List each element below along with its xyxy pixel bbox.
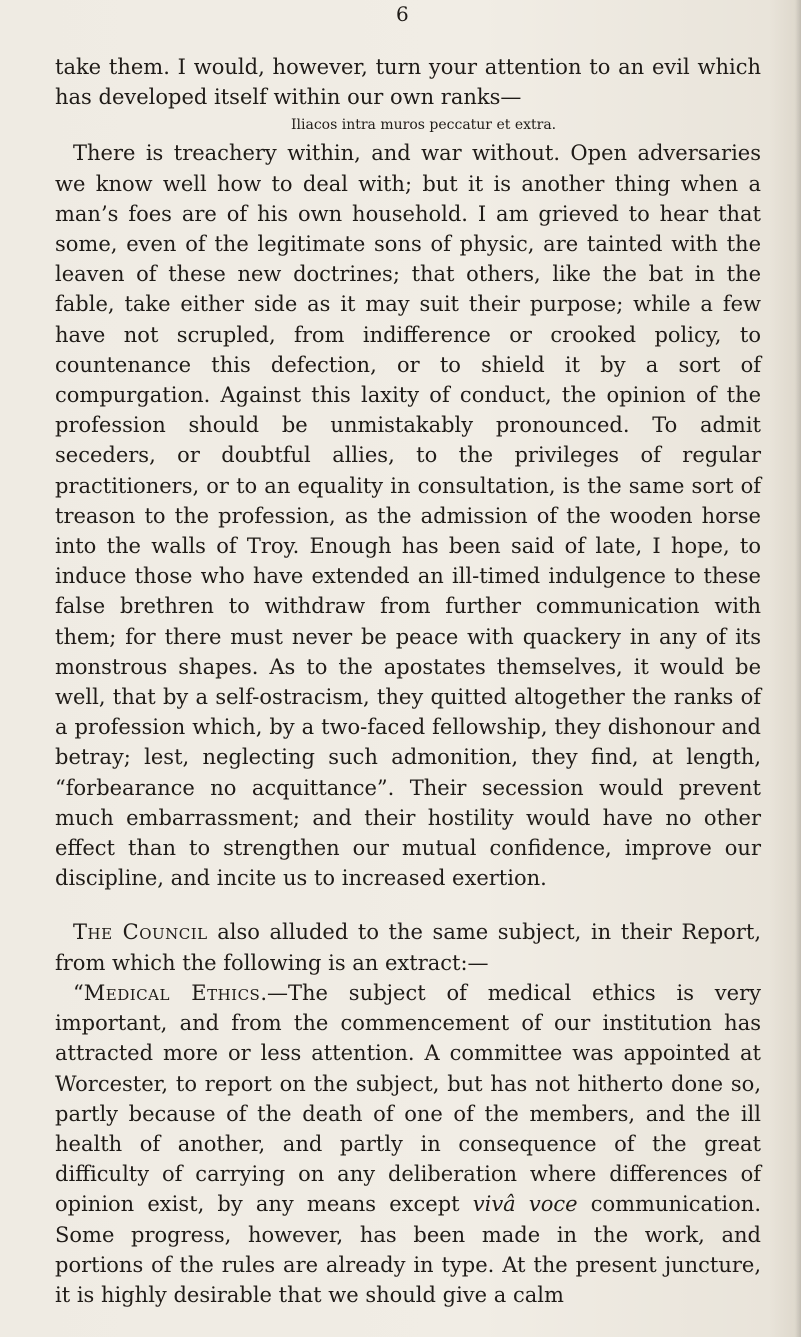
latin-quotation: Iliacos intra muros peccatur et extra. <box>291 117 557 134</box>
paragraph-medical-ethics <box>55 978 761 1310</box>
page-number: 6 <box>396 2 409 26</box>
paragraph-continuation: take them. I would, however, turn your attention to an evil which has developed itself within our own ranks— <box>55 55 761 110</box>
medical-ethics-text-a: .—The subject of medical ethics is very important, and from the commencement of our institution has attracted more or less attention. A committee was appointed at Worcester, to report on the subject, but has not hitherto done so, partly because of the death of one of the members, and the ill health of another, and partly in consequence of the great difficulty of carrying on any deliberation where differences of opinion exist, by any means except <box>55 980 761 1217</box>
open-quote: “ <box>73 980 84 1005</box>
paragraph-council <box>55 917 761 977</box>
page-edge-shadow <box>795 0 801 1337</box>
council-lead-in: The Council <box>73 920 208 945</box>
medical-ethics-text-b: communication. Some progress, however, has been made in the work, and portions of the rules are already in type. At the present juncture, it is highly desirable that we should give a calm <box>55 1192 761 1307</box>
medical-ethics-heading: Medical Ethics <box>83 980 261 1005</box>
body-text <box>55 52 761 1310</box>
viva-voce: vivâ voce <box>472 1192 578 1217</box>
paragraph-treachery: There is treachery within, and war without. Open adversaries we know well how to deal with; but it is another thing when a man’s foes are of his own household. I am grieved to hear that some, even of the legitimate sons of physic, are tainted with the leaven of these new doctrines; that others, like the bat in the fable, take either side as it may suit their purpose; while a few have not scrupled, from indifference or crooked policy, to countenance this defection, or to shield it by a sort of compurgation. Against this laxity of conduct, the opinion of the profession should be unmistakably pronounced. To admit seceders, or doubtful allies, to the privileges of regular practitioners, or to an equality in consultation, is the same sort of treason to the profession, as the admission of the wooden horse into the walls of Troy. Enough has been said of late, I hope, to induce those who have extended an ill-timed indulgence to these false brethren to withdraw from further communication with them; for there must never be peace with quackery in any of its monstrous shapes. As to the apostates themselves, it would be well, that by a self-ostracism, they quitted altogether the ranks of a profession which, by a two-faced fellowship, they dishonour and betray; lest, neglecting such admonition, they find, at length, “forbearance no acquittance”. Their secession would prevent much embarrassment; and their hostility would have no other effect than to strengthen our mutual confidence, improve our discipline, and incite us to increased exertion. <box>55 141 761 891</box>
council-text: also alluded to the same subject, in their Report, from which the following is an extract:— <box>55 920 761 975</box>
